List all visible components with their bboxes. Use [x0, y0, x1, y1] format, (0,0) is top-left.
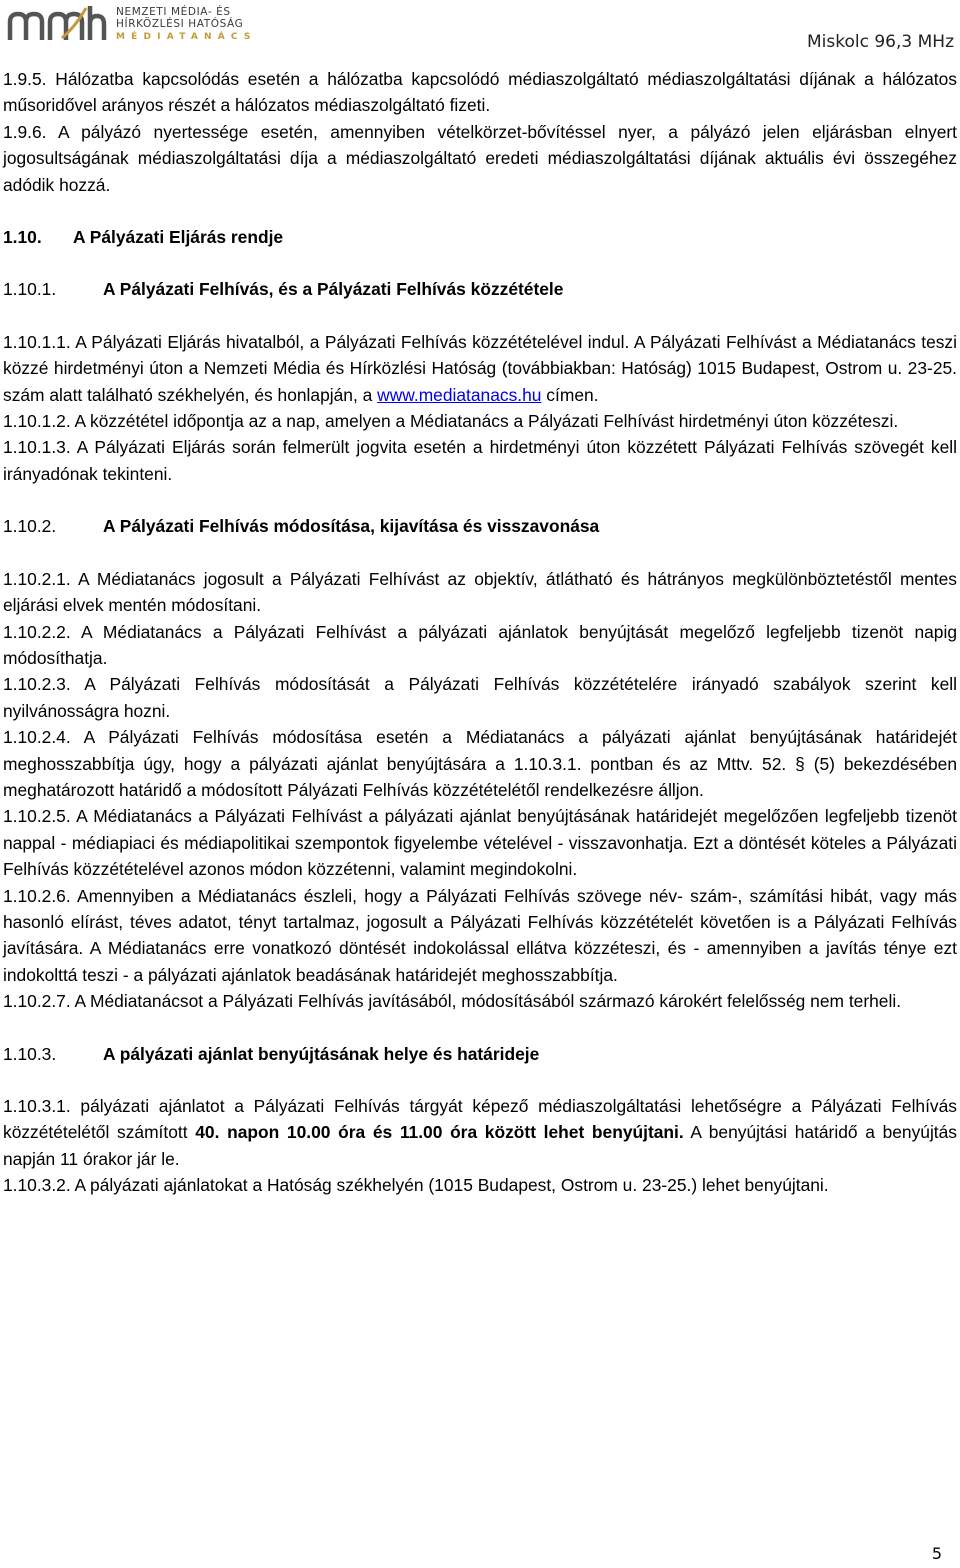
- paragraph-text: A benyújtási határidő a benyújtás napján 11 órakor jár le.: [3, 1122, 958, 1169]
- paragraph-1-10-1-2: 1.10.1.2. A közzététel időpontja az a nap, amelyen a Médiatanács a Pályázati Felhívást hirdetményi úton közzéteszi.: [3, 411, 899, 432]
- station-label: Miskolc 96,3 MHz: [807, 32, 954, 52]
- paragraph-1-10-2-7: 1.10.2.7. A Médiatanácsot a Pályázati Felhívás javításából, módosításából származó károkért felelősség nem terheli.: [3, 991, 902, 1012]
- section-title: A pályázati ajánlat benyújtásának helye és határideje: [103, 1043, 540, 1064]
- paragraph-1-10-2-6: 1.10.2.6. Amennyiben a Médiatanács észleli, hogy a Pályázati Felhívás szövege név- szám-, számítási hibát, vagy más hasonló elírást, téves adatot, tényt tartalmaz, jogosult a Pályázati Felhívás közzétételét követően is a Pályázati Felhívás javítására. A Médiatanács erre vonatkozó döntését indokolással ellátva közzéteszi, és - amennyiben a javítás ténye ezt indokolttá teszi - a pályázati ajánlatok beadásának határidejét meghosszabbítja.: [3, 885, 957, 985]
- org-name: [116, 6, 257, 43]
- paragraph-text: 1.10.1.1. A Pályázati Eljárás hivatalból, a Pályázati Felhívás közzétételével indul. A Pályázati Felhívást a Médiatanács teszi közzé hirdetményi úton a Nemzeti Média és Hírközlési Hatóság (továbbiakban: Hatóság) 1015 Budapest, Ostrom u. 23-25. szám alatt található székhelyén, és honlapján, a: [3, 331, 957, 405]
- paragraph-text: címen.: [541, 384, 599, 405]
- section-heading-1-10: [3, 224, 957, 250]
- paragraph-1-9-5: 1.9.5. Hálózatba kapcsolódás esetén a hálózatba kapcsolódó médiaszolgáltató médiaszolgáltatási díjának a hálózatos műsoridővel arányos részét a hálózatos médiaszolgáltató fizeti.: [3, 69, 957, 116]
- document-body: [3, 66, 957, 1199]
- section-number: 1.10.2.: [3, 516, 57, 537]
- section-number: 1.10.1.: [3, 279, 57, 300]
- section-title: A Pályázati Felhívás, és a Pályázati Felhívás közzététele: [103, 279, 564, 300]
- paragraph-1-9-6: 1.9.6. A pályázó nyertessége esetén, amennyiben vételkörzet-bővítéssel nyer, a pályázó jelen eljárásban elnyert jogosultságának médiaszolgáltatási díja a médiaszolgáltató eredeti médiaszolgáltatási díjának aktuális évi összegéhez adódik hozzá.: [3, 121, 957, 195]
- deadline-emphasis: 40. napon 10.00 óra és 11.00 óra között lehet benyújtani.: [195, 1122, 684, 1143]
- paragraph-1-10-2-2: 1.10.2.2. A Médiatanács a Pályázati Felhívást a pályázati ajánlatok benyújtását megelőző legfeljebb tizenöt napig módosíthatja.: [3, 621, 957, 668]
- section-title: A Pályázati Felhívás módosítása, kijavítása és visszavonása: [103, 516, 600, 537]
- section-heading-1-10-3: [3, 1041, 957, 1067]
- section-title: A Pályázati Eljárás rendje: [73, 227, 284, 248]
- org-name-line1: NEMZETI MÉDIA- ÉS: [116, 6, 231, 18]
- org-name-line2: HÍRKÖZLÉSI HATÓSÁG: [116, 18, 244, 30]
- section-number: 1.10.3.: [3, 1043, 57, 1064]
- section-heading-1-10-1: [3, 276, 957, 302]
- section-number: 1.10.: [3, 227, 42, 248]
- section-heading-1-10-2: [3, 513, 957, 539]
- page-header: [0, 0, 960, 60]
- paragraph-1-10-2-4: 1.10.2.4. A Pályázati Felhívás módosítása esetén a Médiatanács a pályázati ajánlat benyújtásának határidejét meghosszabbítja úgy, hogy a pályázati ajánlat benyújtására a 1.10.3.1. pontban és az Mttv. 52. § (5) bekezdésében meghatározott határidő a módosított Pályázati Felhívás közzétételétől rendelkezésre álljon.: [3, 727, 957, 800]
- paragraph-text: 1.10.3.1. pályázati ajánlatot a Pályázati Felhívás tárgyát képező médiaszolgáltatási lehetőségre a Pályázati Felhívás közzétételétől számított: [3, 1096, 957, 1143]
- paragraph-1-10-2-3: 1.10.2.3. A Pályázati Felhívás módosítását a Pályázati Felhívás közzétételére irányadó szabályok szerint kell nyilvánosságra hozni.: [3, 674, 957, 721]
- org-name-line3: MÉDIATANÁCS: [116, 32, 257, 42]
- nmhh-logo-mark-icon: [6, 2, 110, 46]
- paragraph-1-10-3-1: [3, 1093, 957, 1172]
- nmhh-logo: [6, 2, 257, 46]
- paragraph-1-10-2-5: 1.10.2.5. A Médiatanács a Pályázati Felhívást a pályázati ajánlat benyújtásának határidejét megelőzően legfeljebb tizenöt nappal - médiapiaci és médiapolitikai szempontok figyelembe vételével - visszavonhatja. Ezt a döntését köteles a Pályázati Felhívás közzétételével azonos módon közzétenni, valamint megindokolni.: [3, 806, 957, 880]
- paragraph-1-10-3-2: 1.10.3.2. A pályázati ajánlatokat a Hatóság székhelyén (1015 Budapest, Ostrom u. 23-25.) lehet benyújtani.: [3, 1175, 829, 1196]
- paragraph-1-10-1-3: 1.10.1.3. A Pályázati Eljárás során felmerült jogvita esetén a hirdetményi úton közzétett Pályázati Felhívás szövegét kell irányadónak tekinteni.: [3, 437, 957, 484]
- page-number: 5: [931, 1544, 942, 1563]
- paragraph-1-10-1-1: [3, 329, 957, 408]
- mediatanacs-link[interactable]: www.mediatanacs.hu: [377, 384, 542, 405]
- paragraph-1-10-2-1: 1.10.2.1. A Médiatanács jogosult a Pályázati Felhívást az objektív, átlátható és hátrányos megkülönböztetéstől mentes eljárási elvek mentén módosítani.: [3, 568, 957, 616]
